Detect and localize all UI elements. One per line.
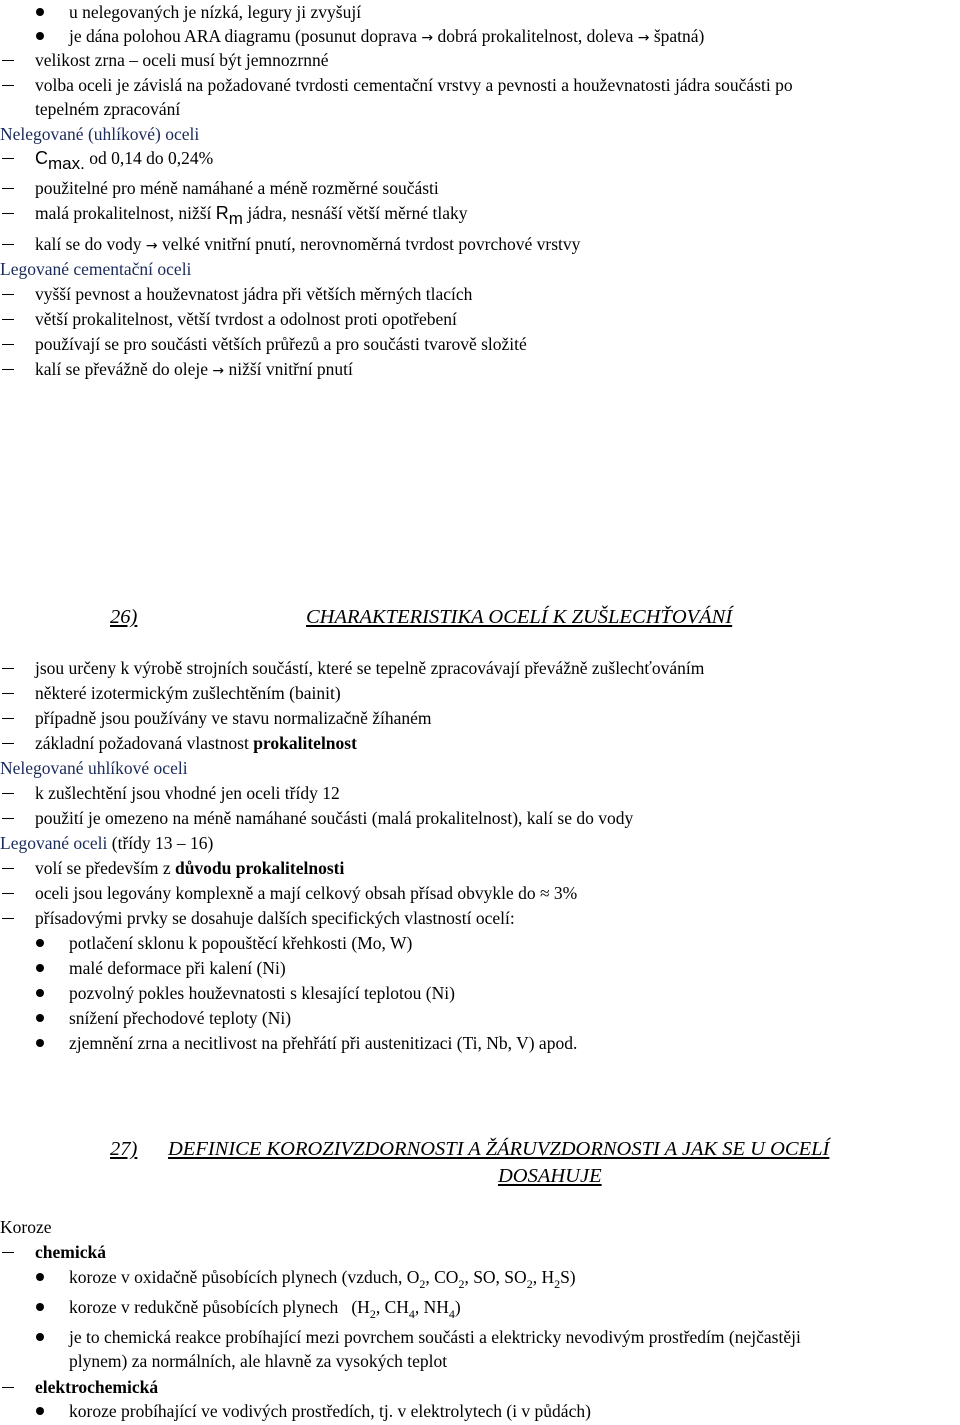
arrow-right-icon: → bbox=[637, 30, 650, 46]
list-item: některé izotermickým zušlechtěním (bainit) bbox=[0, 682, 960, 707]
bullet-icon bbox=[0, 1296, 34, 1318]
list-item: případně jsou používány ve stavu normalizačně žíhaném bbox=[0, 707, 960, 732]
section-title-continuation: DOSAHUJE bbox=[498, 1165, 602, 1187]
list-item: u nelegovaných je nízká, legury ji zvyšují bbox=[0, 1, 960, 26]
subheading: Legované cementační oceli bbox=[0, 259, 192, 279]
dash-icon bbox=[0, 333, 34, 355]
dash-icon bbox=[0, 358, 34, 380]
list-item: koroze v redukčně působících plynech ($H_2$, $CH_4$, $NH_4$) bbox=[0, 1296, 960, 1321]
dash-icon bbox=[0, 682, 34, 704]
dash-icon bbox=[0, 882, 34, 904]
dash-icon bbox=[0, 74, 34, 96]
list-item: malé deformace při kalení (Ni) bbox=[0, 957, 960, 982]
arrow-right-icon: → bbox=[145, 238, 158, 254]
bullet-icon bbox=[0, 1032, 34, 1054]
dash-icon bbox=[0, 147, 34, 169]
list-item: přísadovými prvky se dosahuje dalších specifických vlastností ocelí: bbox=[0, 907, 960, 932]
bullet-icon bbox=[0, 1400, 34, 1422]
dash-icon bbox=[0, 807, 34, 829]
dash-icon bbox=[0, 1376, 34, 1398]
subheading: Legované oceli (třídy 13 – 16) bbox=[0, 833, 214, 853]
list-item: k zušlechtění jsou vhodné jen oceli třídy 12 bbox=[0, 782, 960, 807]
list-item: zjemnění zrna a necitlivost na přehřátí při austenitizaci (Ti, Nb, V) apod. bbox=[0, 1032, 960, 1057]
list-item: použití je omezeno na méně namáhané součásti (malá prokalitelnost), kalí se do vody bbox=[0, 807, 960, 832]
dash-icon bbox=[0, 657, 34, 679]
subheading: Nelegované (uhlíkové) oceli bbox=[0, 124, 200, 144]
bullet-icon bbox=[0, 957, 34, 979]
dash-icon bbox=[0, 907, 34, 929]
list-item: je to chemická reakce probíhající mezi povrchem součásti a elektricky nevodivým prostředím (nejčastěji bbox=[0, 1326, 960, 1351]
list-item-continuation: tepelném zpracování bbox=[35, 99, 181, 119]
list-item: elektrochemická bbox=[0, 1376, 960, 1401]
list-item: snížení přechodové teploty (Ni) bbox=[0, 1007, 960, 1032]
bullet-icon bbox=[0, 1, 34, 23]
dash-icon bbox=[0, 782, 34, 804]
arrow-right-icon: → bbox=[212, 363, 225, 379]
list-item: používají se pro součásti větších průřezů a pro součásti tvarově složité bbox=[0, 333, 960, 358]
list-item: koroze probíhající ve vodivých prostředích, tj. v elektrolytech (i v půdách) bbox=[0, 1400, 960, 1425]
list-item: malá prokalitelnost, nižší Rm jádra, nesnáší větší měrné tlaky bbox=[0, 202, 960, 227]
list-item: chemická bbox=[0, 1241, 960, 1266]
dash-icon bbox=[0, 283, 34, 305]
dash-icon bbox=[0, 732, 34, 754]
section-title: CHARAKTERISTIKA OCELÍ K ZUŠLECHŤOVÁNÍ bbox=[306, 606, 733, 628]
arrow-right-icon: → bbox=[421, 30, 434, 46]
list-item: větší prokalitelnost, větší tvrdost a odolnost proti opotřebení bbox=[0, 308, 960, 333]
list-item: koroze v oxidačně působících plynech (vzduch, $O_2$, $CO_2$, SO, $SO_2$, $H_2S$) bbox=[0, 1266, 960, 1291]
list-item-continuation: plynem) za normálních, ale hlavně za vysokých teplot bbox=[69, 1351, 448, 1371]
list-item: volba oceli je závislá na požadované tvrdosti cementační vrstvy a pevnosti a houževnatosti jádra součásti po bbox=[0, 74, 960, 99]
dash-icon bbox=[0, 49, 34, 71]
list-item: potlačení sklonu k popouštěcí křehkosti (Mo, W) bbox=[0, 932, 960, 957]
dash-icon bbox=[0, 707, 34, 729]
list-item: Cmax. od 0,14 do 0,24% bbox=[0, 147, 960, 172]
dash-icon bbox=[0, 1241, 34, 1263]
bullet-icon bbox=[0, 1326, 34, 1348]
list-item: kalí se do vody → velké vnitřní pnutí, nerovnoměrná tvrdost povrchové vrstvy bbox=[0, 233, 960, 258]
section-number: 26) bbox=[110, 606, 138, 628]
list-item: základní požadovaná vlastnost prokalitelnost bbox=[0, 732, 960, 757]
section-title: DEFINICE KOROZIVZDORNOSTI A ŽÁRUVZDORNOSTI A JAK SE U OCELÍ bbox=[168, 1138, 830, 1160]
bullet-icon bbox=[0, 982, 34, 1004]
list-item: volí se především z důvodu prokalitelnosti bbox=[0, 857, 960, 882]
bullet-icon bbox=[0, 932, 34, 954]
list-item: velikost zrna – oceli musí být jemnozrnné bbox=[0, 49, 960, 74]
subheading: Nelegované uhlíkové oceli bbox=[0, 758, 188, 778]
list-item: jsou určeny k výrobě strojních součástí, které se tepelně zpracovávají převážně zušlechťováním bbox=[0, 657, 960, 682]
list-item: oceli jsou legovány komplexně a mají celkový obsah přísad obvykle do ≈ 3% bbox=[0, 882, 960, 907]
subheading: Koroze bbox=[0, 1217, 52, 1237]
dash-icon bbox=[0, 177, 34, 199]
bullet-icon bbox=[0, 1007, 34, 1029]
section-number: 27) bbox=[110, 1138, 138, 1160]
bullet-icon bbox=[0, 1266, 34, 1288]
list-item: pozvolný pokles houževnatosti s klesající teplotou (Ni) bbox=[0, 982, 960, 1007]
list-item: je dána polohou ARA diagramu (posunut doprava → dobrá prokalitelnost, doleva → špatná) bbox=[0, 25, 960, 50]
dash-icon bbox=[0, 857, 34, 879]
bullet-icon bbox=[0, 25, 34, 47]
dash-icon bbox=[0, 233, 34, 255]
list-item: vyšší pevnost a houževnatost jádra při větších měrných tlacích bbox=[0, 283, 960, 308]
list-item: kalí se převážně do oleje → nižší vnitřní pnutí bbox=[0, 358, 960, 383]
dash-icon bbox=[0, 202, 34, 224]
dash-icon bbox=[0, 308, 34, 330]
list-item: použitelné pro méně namáhané a méně rozměrné součásti bbox=[0, 177, 960, 202]
